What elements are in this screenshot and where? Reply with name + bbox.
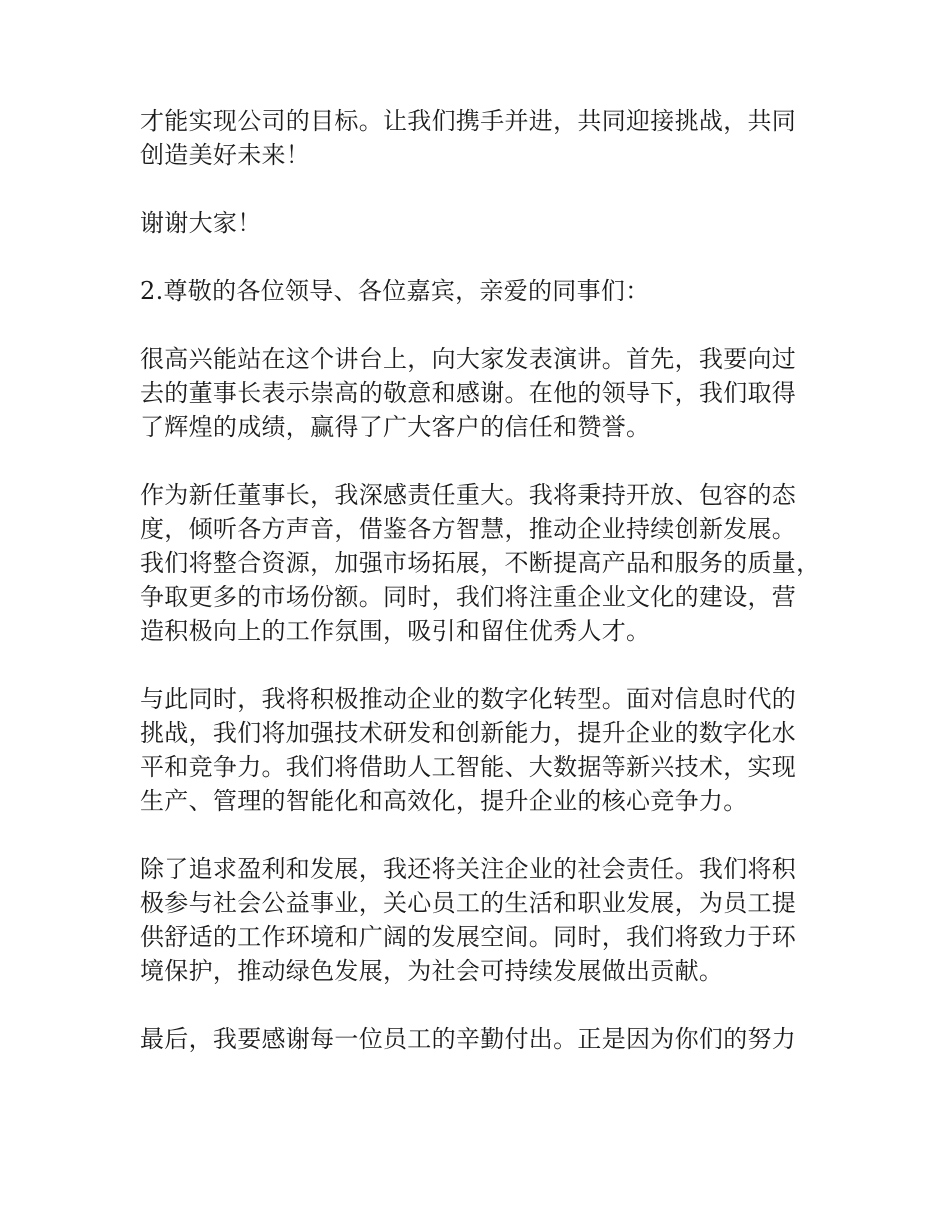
- document-body: [140, 104, 830, 1090]
- paragraph-responsibility: 作为新任董事长，我深感责任重大。我将秉持开放、包容的态 度，倾听各方声音，借鉴各方智慧，推动企业持续创新发展。 我们将整合资源，加强市场拓展，不断提高产品和服务的质量， 争取更多的市场份额。同时，我们将注重企业文化的建设，营 造积极向上的工作氛围，吸引和留住优秀人才。: [140, 481, 821, 645]
- paragraph-salutation: 2.尊敬的各位领导、各位嘉宾，亲爱的同事们：: [140, 277, 650, 305]
- paragraph-thanks: 谢谢大家！: [140, 209, 262, 237]
- paragraph-intro: 很高兴能站在这个讲台上，向大家发表演讲。首先，我要向过 去的董事长表示崇高的敬意和感谢。在他的领导下，我们取得 了辉煌的成绩，赢得了广大客户的信任和赞誉。: [140, 345, 797, 441]
- paragraph-closing-goal: 才能实现公司的目标。让我们携手并进，共同迎接挑战，共同 创造美好未来！: [140, 107, 797, 169]
- paragraph-social-responsibility: 除了追求盈利和发展，我还将关注企业的社会责任。我们将积 极参与社会公益事业，关心员工的生活和职业发展，为员工提 供舒适的工作环境和广阔的发展空间。同时，我们将致力于环 境保护，推动绿色发展，为社会可持续发展做出贡献。: [140, 855, 797, 985]
- paragraph-final-thanks: 最后，我要感谢每一位员工的辛勤付出。正是因为你们的努力: [140, 1025, 797, 1053]
- paragraph-digital-transformation: 与此同时，我将积极推动企业的数字化转型。面对信息时代的 挑战，我们将加强技术研发和创新能力，提升企业的数字化水 平和竞争力。我们将借助人工智能、大数据等新兴技术，实现 生产、管理的智能化和高效化，提升企业的核心竞争力。: [140, 685, 797, 815]
